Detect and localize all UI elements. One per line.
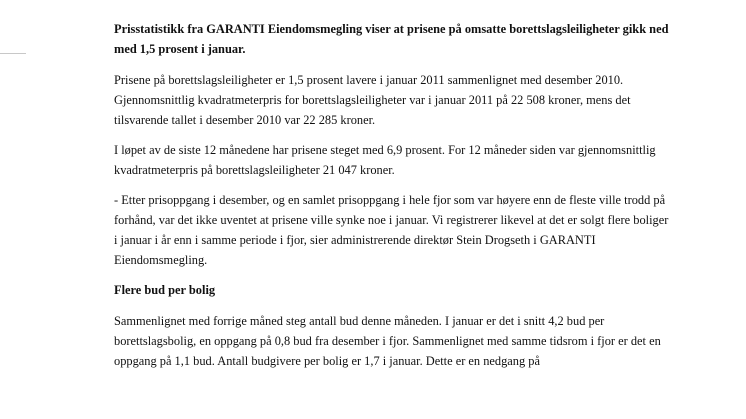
document-body	[114, 19, 674, 381]
quote-paragraph: - Etter prisoppgang i desember, og en samlet prisoppgang i hele fjor som var høyere enn de fleste ville trodd på forhånd, var det ikke uventet at prisene ville synke noe i januar. Vi registrerer likevel at det er solgt flere boliger i januar i år enn i samme periode i fjor, sier administrerende direktør Stein Drogseth i GARANTI Eiendomsmegling.	[114, 193, 669, 267]
section-paragraph: Sammenlignet med forrige måned steg antall bud denne måneden. I januar er det i snitt 4,2 bud per borettslagsbolig, en oppgang på 0,8 bud fra desember i fjor. Sammenlignet med samme tidsrom i fjor er det en oppgang på 1,1 bud. Antall budgivere per bolig er 1,7 i januar. Dette er en nedgang på	[114, 314, 661, 368]
lead-paragraph: Prisstatistikk fra GARANTI Eiendomsmegling viser at prisene på omsatte borettslagsleiligheter gikk ned med 1,5 prosent i januar.	[114, 22, 669, 56]
body-paragraph: Prisene på borettslagsleiligheter er 1,5 prosent lavere i januar 2011 sammenlignet med desember 2010. Gjennomsnittlig kvadratmeterpris for borettslagsleiligheter var i januar 2011 på 22 508 kroner, mens det tilsvarende tallet i desember 2010 var 22 285 kroner.	[114, 73, 631, 127]
body-paragraph: I løpet av de siste 12 månedene har prisene steget med 6,9 prosent. For 12 måneder siden var gjennomsnittlig kvadratmeterpris på borettslagsleiligheter 21 047 kroner.	[114, 143, 656, 177]
margin-rule	[0, 53, 26, 54]
section-heading: Flere bud per bolig	[114, 283, 216, 297]
